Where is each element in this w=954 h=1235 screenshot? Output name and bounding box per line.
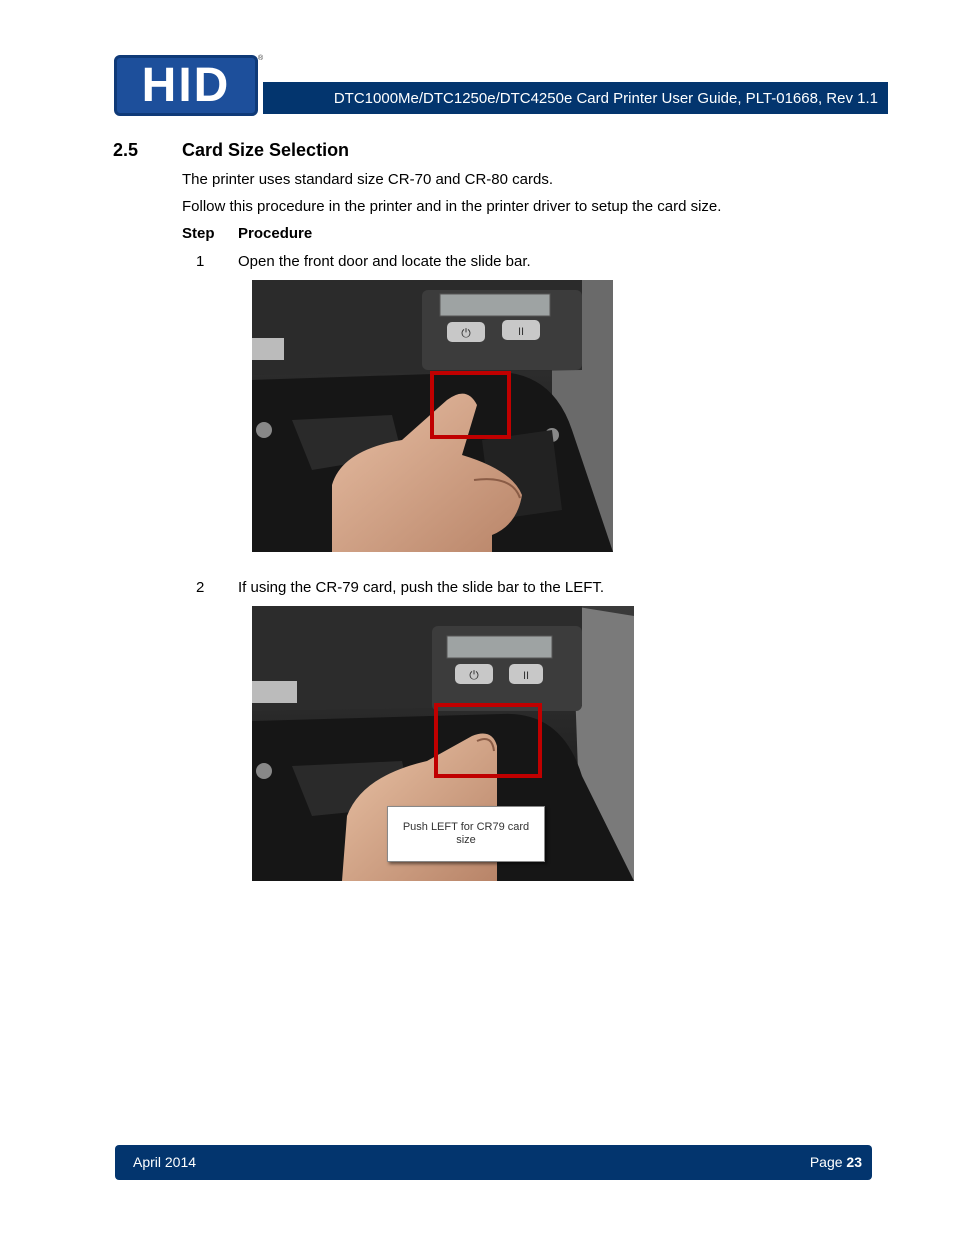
svg-text:⏻: ⏻ xyxy=(469,668,479,682)
printer-photo-step-1 xyxy=(252,280,613,552)
procedure-paragraph: Follow this procedure in the printer and in the printer driver to setup the card size. xyxy=(182,198,722,215)
procedure-column-header: Procedure xyxy=(238,225,313,242)
page-number: 23 xyxy=(846,1154,862,1170)
registered-mark: ® xyxy=(258,55,264,62)
page-indicator xyxy=(810,1154,862,1170)
header-bar xyxy=(263,82,888,114)
hid-logo xyxy=(114,55,258,116)
callout-label xyxy=(387,806,545,862)
logo-text: HID xyxy=(141,59,231,112)
step-column-header: Step xyxy=(182,225,215,242)
callout-text: Push LEFT for CR79 card size xyxy=(402,821,530,846)
footer-date: April 2014 xyxy=(133,1154,197,1170)
step-number: 1 xyxy=(196,253,205,270)
step-number: 2 xyxy=(196,579,205,596)
svg-text:II: II xyxy=(522,670,530,682)
svg-text:⏻: ⏻ xyxy=(461,326,471,340)
document-title: DTC1000Me/DTC1250e/DTC4250e Card Printer User Guide, PLT-01668, Rev 1.1 xyxy=(333,89,878,107)
footer-bar xyxy=(115,1145,872,1180)
step-text: If using the CR-79 card, push the slide bar to the LEFT. xyxy=(238,579,605,596)
section-title: Card Size Selection xyxy=(182,140,350,160)
intro-paragraph: The printer uses standard size CR-70 and CR-80 cards. xyxy=(182,171,554,188)
section-number: 2.5 xyxy=(113,140,139,160)
svg-text:II: II xyxy=(517,326,525,338)
printer-photo-step-2 xyxy=(252,606,634,881)
step-text: Open the front door and locate the slide bar. xyxy=(238,253,531,270)
page-label: Page xyxy=(809,1154,843,1170)
